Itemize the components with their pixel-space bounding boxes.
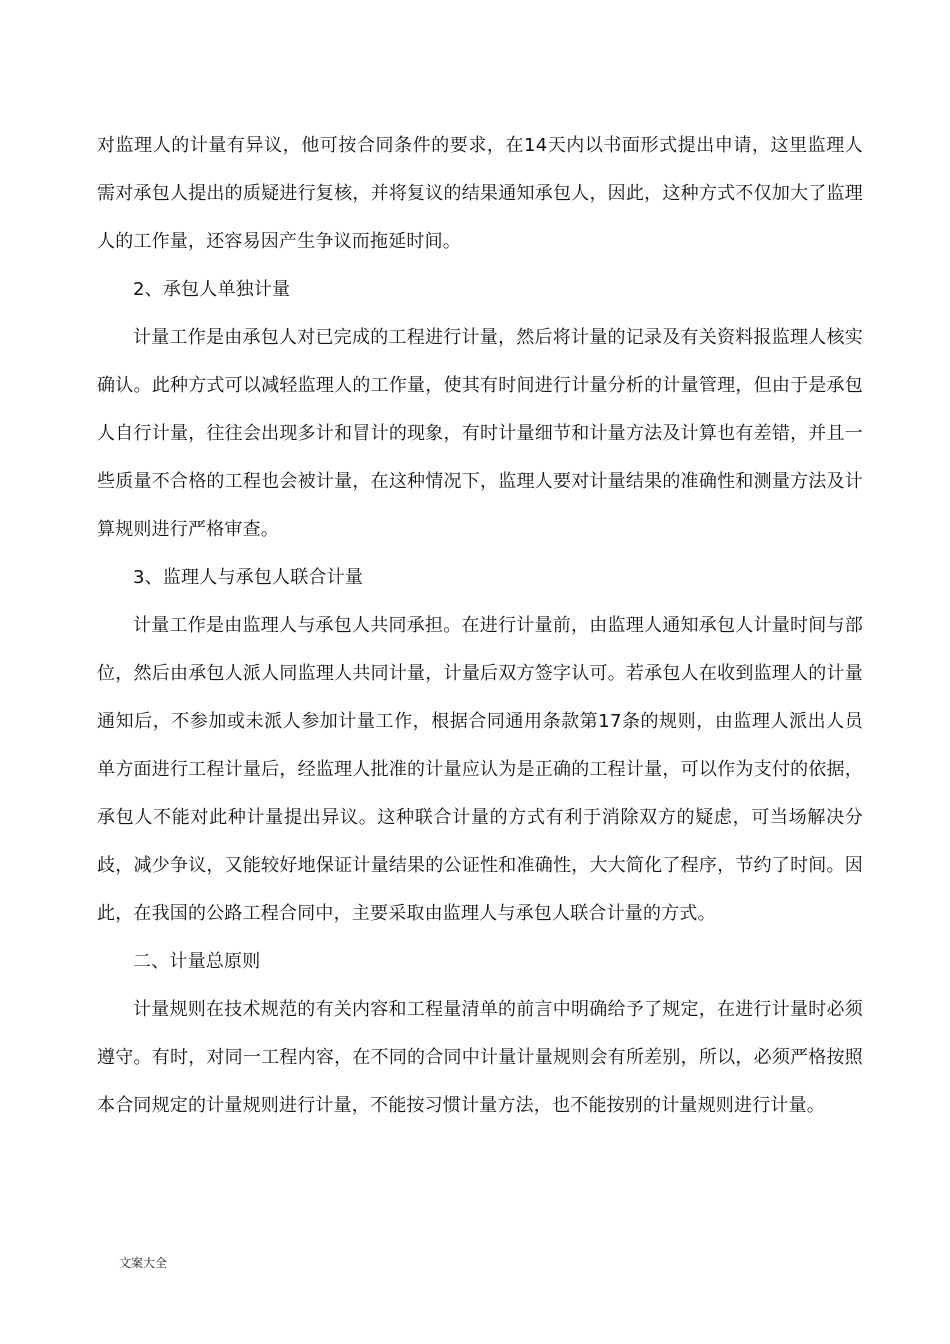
paragraph-measurement-rules: 计量规则在技术规范的有关内容和工程量清单的前言中明确给予了规定，在进行计量时必须遵守。有时，对同一工程内容，在不同的合同中计量计量规则会有所差别，所以，必须严格按照本合同规定的计量规则进行计量，不能按习惯计量方法，也不能按别的计量规则进行计量。: [97, 999, 863, 1116]
paragraph-continued: 对监理人的计量有异议，他可按合同条件的要求，在14天内以书面形式提出申请，这里监理人需对承包人提出的质疑进行复核，并将复议的结果通知承包人，因此，这种方式不仅加大了监理人的工作量，还容易因产生争议而拖延时间。: [97, 135, 863, 252]
paragraph-contractor-measurement: 计量工作是由承包人对已完成的工程进行计量，然后将计量的记录及有关资料报监理人核实确认。此种方式可以减轻监理人的工作量，使其有时间进行计量分析的计量管理，但由于是承包人自行计量，往往会出现多计和冒计的现象，有时计量细节和计量方法及计算也有差错，并且一些质量不合格的工程也会被计量，在这种情况下，监理人要对计量结果的准确性和测量方法及计算规则进行严格审查。: [97, 327, 863, 540]
paragraph-joint-measurement: 计量工作是由监理人与承包人共同承担。在进行计量前，由监理人通知承包人计量时间与部位，然后由承包人派人同监理人共同计量，计量后双方签字认可。若承包人在收到监理人的计量通知后，不参加或未派人参加计量工作，根据合同通用条款第17条的规则，由监理人派出人员单方面进行工程计量后，经监理人批准的计量应认为是正确的工程计量，可以作为支付的依据，承包人不能对此种计量提出异议。这种联合计量的方式有利于消除双方的疑虑，可当场解决分歧，减少争议，又能较好地保证计量结果的公证性和准确性，大大简化了程序，节约了时间。因此，在我国的公路工程合同中，主要采取由监理人与承包人联合计量的方式。: [97, 615, 863, 924]
page-footer: 文案大全: [119, 1256, 168, 1270]
section-heading-3: 3、监理人与承包人联合计量: [133, 567, 364, 588]
document-body: [97, 122, 863, 1130]
section-heading-2: 2、承包人单独计量: [133, 279, 291, 300]
section-heading-principles: 二、计量总原则: [133, 951, 261, 972]
